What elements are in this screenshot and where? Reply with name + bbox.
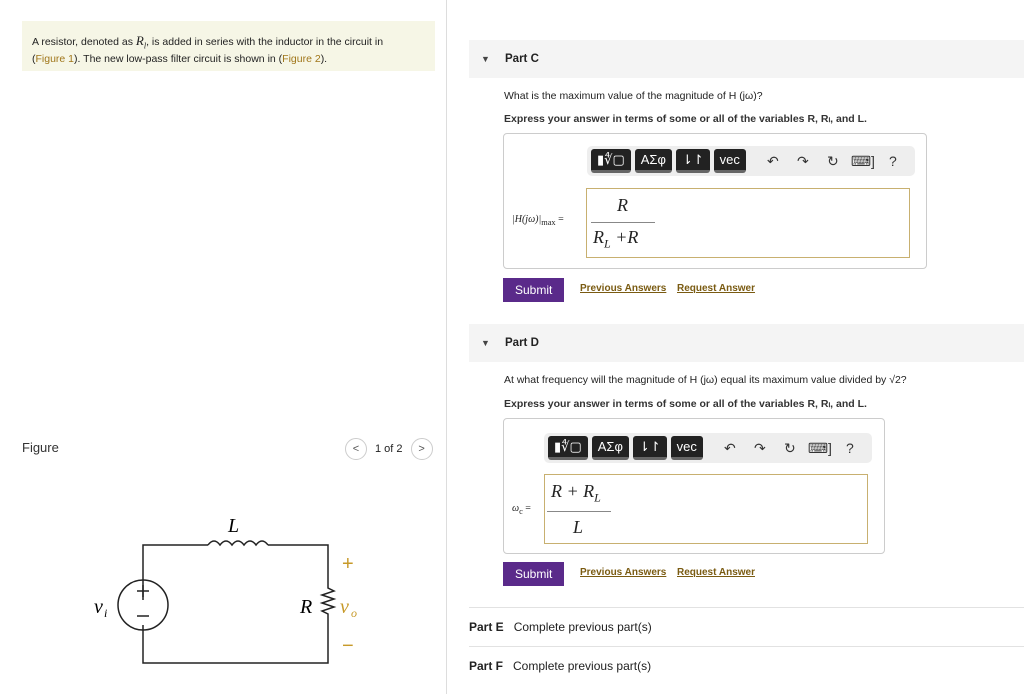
fraction-bar	[591, 222, 655, 223]
vo-plus: +	[342, 553, 354, 575]
prev-figure-button[interactable]: <	[345, 438, 367, 460]
figure-label: Figure	[22, 440, 59, 455]
intro-text: (	[32, 52, 36, 65]
part-c-previous-answers-link[interactable]: Previous Answers	[580, 283, 667, 294]
vi-sub: i	[104, 606, 108, 620]
greek-button[interactable]: ΑΣφ	[635, 149, 672, 173]
arrows-button[interactable]: ⇂↾	[633, 436, 667, 460]
answer-label: $|H(j\omega)|_{max}$ =	[512, 214, 564, 227]
part-d-answer-input[interactable]	[544, 474, 868, 544]
part-status: Complete previous part(s)	[513, 659, 652, 673]
numerator: $R + R_L$	[551, 481, 601, 505]
part-d-answer-box	[503, 418, 885, 554]
answer-label: $\omega_c$ =	[512, 503, 531, 516]
part-d-request-answer-link[interactable]: Request Answer	[677, 567, 755, 578]
intro-text: A resistor, denoted as	[32, 36, 136, 48]
math-toolbar	[544, 433, 872, 463]
pager-text: 1 of 2	[375, 443, 403, 455]
part-c-instructions: Express your answer in terms of some or all of the variables R, Rₗ, and L.	[504, 113, 867, 125]
part-label: Part F	[469, 659, 504, 673]
figure-1-link[interactable]: Figure 1	[35, 52, 75, 65]
figure-pager	[345, 438, 433, 460]
reset-icon[interactable]: ↻	[784, 439, 796, 456]
part-title: Part C	[505, 53, 539, 65]
resistor-label: R	[300, 596, 313, 618]
next-figure-button[interactable]: >	[411, 438, 433, 460]
part-title: Part D	[505, 337, 539, 349]
vec-button[interactable]: vec	[714, 149, 746, 173]
intro-text: ).	[320, 52, 328, 65]
part-d-question: At what frequency will the magnitude of H (jω) equal its maximum value divided by √2?	[504, 374, 907, 386]
part-d-instructions: Express your answer in terms of some or all of the variables R, Rₗ, and L.	[504, 398, 867, 410]
help-icon[interactable]: ?	[846, 440, 854, 456]
part-status: Complete previous part(s)	[513, 620, 652, 634]
rl-symbol: $R_l$	[135, 33, 147, 51]
vec-button[interactable]: vec	[671, 436, 703, 460]
templates-button[interactable]: ▮∜▢	[548, 436, 588, 460]
part-c-submit-button[interactable]: Submit	[503, 278, 564, 302]
divider	[446, 0, 447, 694]
vo-sub: o	[351, 606, 357, 620]
denominator: $R_L +R$	[593, 227, 639, 251]
greek-button[interactable]: ΑΣφ	[592, 436, 629, 460]
part-d-header[interactable]	[469, 324, 1024, 362]
part-c-answer-input[interactable]	[586, 188, 910, 258]
undo-icon[interactable]: ↶	[767, 152, 779, 169]
collapse-icon: ▼	[481, 338, 490, 348]
inductor-label: L	[228, 515, 240, 537]
vo-label: v	[340, 596, 349, 618]
problem-intro	[22, 21, 435, 71]
redo-icon[interactable]: ↷	[797, 152, 809, 169]
part-d-submit-button[interactable]: Submit	[503, 562, 564, 586]
math-toolbar	[587, 146, 915, 176]
redo-icon[interactable]: ↷	[754, 439, 766, 456]
figure-2-link[interactable]: Figure 2	[282, 52, 321, 65]
denominator: L	[573, 517, 584, 537]
inductor-symbol	[208, 541, 268, 545]
part-c-question: What is the maximum value of the magnitude of H (jω)?	[504, 90, 763, 102]
keyboard-icon[interactable]: ⌨]	[807, 439, 832, 456]
fraction-bar	[547, 511, 611, 512]
reset-icon[interactable]: ↻	[827, 152, 839, 169]
collapse-icon: ▼	[481, 54, 490, 64]
part-label: Part E	[469, 620, 504, 634]
part-f-row[interactable]	[469, 646, 1024, 685]
part-e-row[interactable]	[469, 607, 1024, 646]
keyboard-icon[interactable]: ⌨]	[850, 152, 875, 169]
part-c-answer-box	[503, 133, 927, 269]
numerator: R	[617, 195, 628, 215]
vi-label: v	[94, 596, 103, 618]
help-icon[interactable]: ?	[889, 153, 897, 169]
part-c-header[interactable]	[469, 40, 1024, 78]
wire	[143, 545, 208, 600]
intro-text: , is added in series with the inductor in the circuit in	[146, 36, 384, 48]
circuit-diagram	[80, 505, 400, 675]
templates-button[interactable]: ▮∜▢	[591, 149, 631, 173]
arrows-button[interactable]: ⇂↾	[676, 149, 710, 173]
intro-text: ). The new low-pass filter circuit is shown in (	[74, 52, 283, 65]
vo-minus: −	[342, 635, 354, 657]
part-d-previous-answers-link[interactable]: Previous Answers	[580, 567, 667, 578]
undo-icon[interactable]: ↶	[724, 439, 736, 456]
part-c-request-answer-link[interactable]: Request Answer	[677, 283, 755, 294]
